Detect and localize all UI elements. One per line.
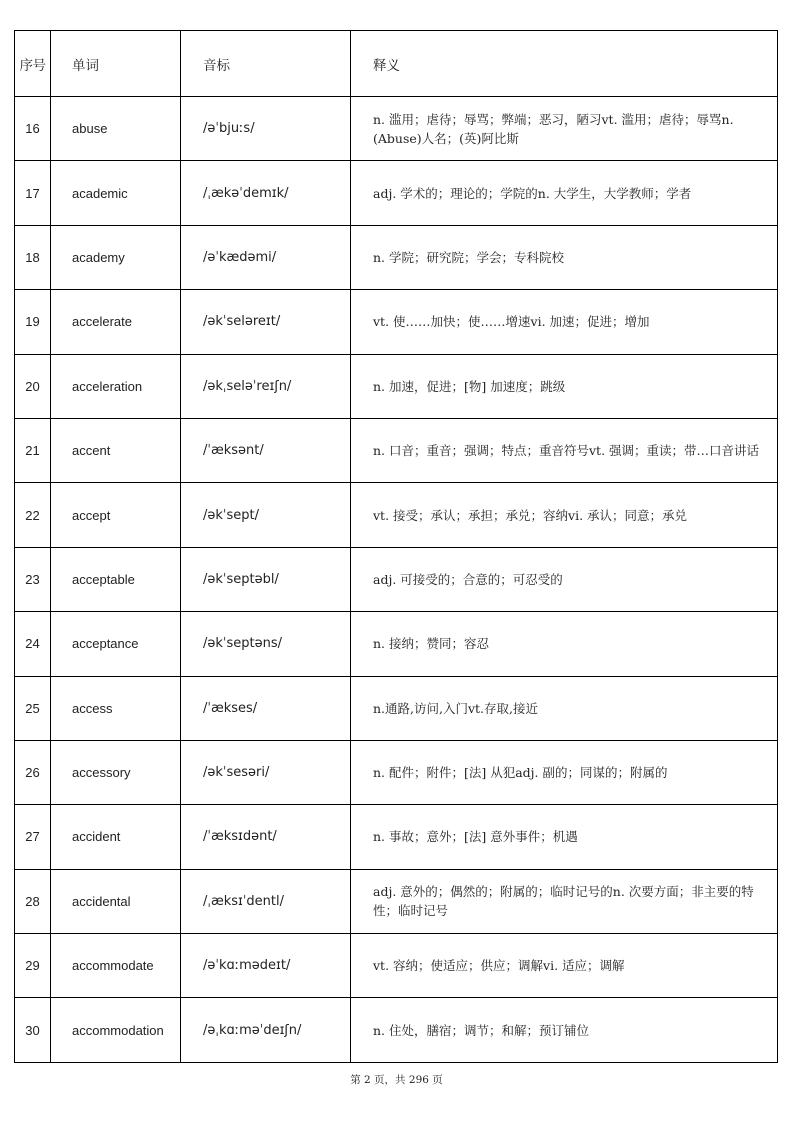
row-definition: adj. 意外的；偶然的；附属的；临时记号的n. 次要方面；非主要的特性；临时记号 (351, 869, 778, 933)
table-row (15, 418, 778, 482)
row-word: accent (51, 418, 181, 482)
table-row (15, 547, 778, 611)
table-row (15, 97, 778, 161)
row-index: 30 (15, 998, 51, 1062)
header-word: 单词 (51, 31, 181, 97)
table-row (15, 483, 778, 547)
row-index: 18 (15, 225, 51, 289)
table-header-row (15, 31, 778, 97)
row-word: accidental (51, 869, 181, 933)
row-definition: n. 口音；重音；强调；特点；重音符号vt. 强调；重读；带…口音讲话 (351, 418, 778, 482)
row-phonetic: /ˈæksɪdənt/ (181, 805, 351, 869)
row-phonetic: /əkˈseləreɪt/ (181, 290, 351, 354)
row-definition: n. 住处，膳宿；调节；和解；预订铺位 (351, 998, 778, 1062)
row-word: accommodate (51, 934, 181, 998)
row-index: 24 (15, 612, 51, 676)
header-definition: 释义 (351, 31, 778, 97)
row-definition: n. 事故；意外；[法] 意外事件；机遇 (351, 805, 778, 869)
row-word: access (51, 676, 181, 740)
row-word: accommodation (51, 998, 181, 1062)
row-phonetic: /əkˌseləˈreɪʃn/ (181, 354, 351, 418)
row-definition: vt. 使……加快；使……增速vi. 加速；促进；增加 (351, 290, 778, 354)
table-row (15, 612, 778, 676)
page-footer: 第 2 页，共 296 页 (350, 1074, 443, 1086)
table-row (15, 225, 778, 289)
row-index: 19 (15, 290, 51, 354)
row-definition: n.通路,访问,入门vt.存取,接近 (351, 676, 778, 740)
row-word: accident (51, 805, 181, 869)
table-row (15, 869, 778, 933)
row-index: 21 (15, 418, 51, 482)
row-word: acceleration (51, 354, 181, 418)
row-phonetic: /əˈkædəmi/ (181, 225, 351, 289)
table-row (15, 998, 778, 1062)
row-index: 16 (15, 97, 51, 161)
row-index: 25 (15, 676, 51, 740)
row-phonetic: /ˈækses/ (181, 676, 351, 740)
row-index: 28 (15, 869, 51, 933)
row-word: academic (51, 161, 181, 225)
table-row (15, 934, 778, 998)
row-phonetic: /əkˈsesəri/ (181, 740, 351, 804)
row-phonetic: /ˌækəˈdemɪk/ (181, 161, 351, 225)
row-index: 23 (15, 547, 51, 611)
table-row (15, 354, 778, 418)
row-definition: vt. 容纳；使适应；供应；调解vi. 适应；调解 (351, 934, 778, 998)
row-phonetic: /əˈbjuːs/ (181, 97, 351, 161)
row-phonetic: /ˌæksɪˈdentl/ (181, 869, 351, 933)
row-word: abuse (51, 97, 181, 161)
row-definition: n. 配件；附件；[法] 从犯adj. 副的；同谋的；附属的 (351, 740, 778, 804)
table-row (15, 161, 778, 225)
row-word: acceptance (51, 612, 181, 676)
table-row (15, 805, 778, 869)
row-index: 17 (15, 161, 51, 225)
row-word: accelerate (51, 290, 181, 354)
row-definition: n. 加速，促进；[物] 加速度；跳级 (351, 354, 778, 418)
row-definition: vt. 接受；承认；承担；承兑；容纳vi. 承认；同意；承兑 (351, 483, 778, 547)
row-phonetic: /əˌkɑːməˈdeɪʃn/ (181, 998, 351, 1062)
row-index: 22 (15, 483, 51, 547)
row-definition: adj. 可接受的；合意的；可忍受的 (351, 547, 778, 611)
header-phonetic: 音标 (181, 31, 351, 97)
row-index: 20 (15, 354, 51, 418)
row-word: acceptable (51, 547, 181, 611)
row-word: academy (51, 225, 181, 289)
row-definition: n. 接纳；赞同；容忍 (351, 612, 778, 676)
table-row (15, 676, 778, 740)
row-word: accessory (51, 740, 181, 804)
header-index: 序号 (15, 31, 51, 97)
row-index: 27 (15, 805, 51, 869)
row-word: accept (51, 483, 181, 547)
table-row (15, 740, 778, 804)
row-phonetic: /əkˈseptəbl/ (181, 547, 351, 611)
row-definition: n. 学院；研究院；学会；专科院校 (351, 225, 778, 289)
row-index: 26 (15, 740, 51, 804)
table-row (15, 290, 778, 354)
row-phonetic: /əkˈseptəns/ (181, 612, 351, 676)
row-index: 29 (15, 934, 51, 998)
row-definition: n. 滥用；虐待；辱骂；弊端；恶习，陋习vt. 滥用；虐待；辱骂n. (Abuse)人名；(英)阿比斯 (351, 97, 778, 161)
vocabulary-table (14, 30, 778, 1063)
row-phonetic: /əkˈsept/ (181, 483, 351, 547)
row-phonetic: /əˈkɑːmədeɪt/ (181, 934, 351, 998)
row-definition: adj. 学术的；理论的；学院的n. 大学生，大学教师；学者 (351, 161, 778, 225)
row-phonetic: /ˈæksənt/ (181, 418, 351, 482)
